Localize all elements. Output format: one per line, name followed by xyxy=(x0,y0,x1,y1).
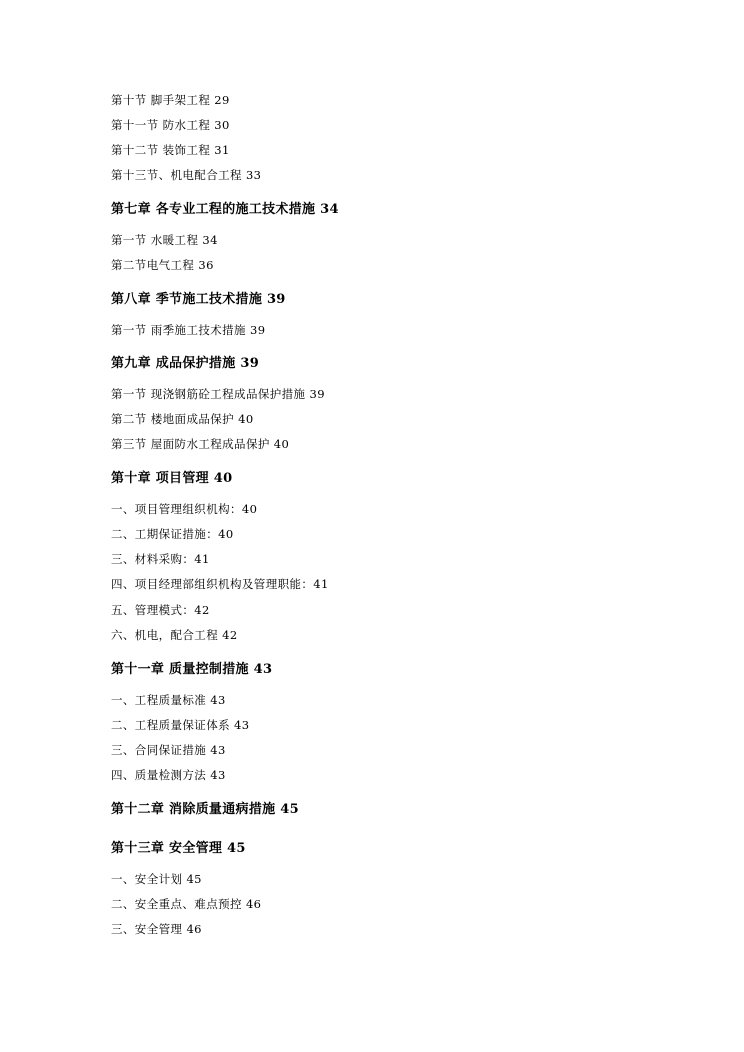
toc-entry-section: 三、安全管理 46 xyxy=(111,922,202,936)
toc-entry-chapter: 第七章 各专业工程的施工技术措施 34 xyxy=(111,202,339,217)
toc-entry-chapter: 第十一章 质量控制措施 43 xyxy=(111,662,273,677)
toc-entry-section: 四、质量检测方法 43 xyxy=(111,768,226,782)
toc-entry-chapter: 第十三章 安全管理 45 xyxy=(111,841,246,856)
toc-entry-section: 第一节 水暖工程 34 xyxy=(111,233,218,247)
toc-entry-section: 二、工程质量保证体系 43 xyxy=(111,718,250,732)
toc-entry-chapter: 第八章 季节施工技术措施 39 xyxy=(111,292,286,307)
toc-entry-section: 三、材料采购：41 xyxy=(111,552,210,566)
toc-entry-section: 第一节 雨季施工技术措施 39 xyxy=(111,323,266,337)
toc-entry-section: 一、安全计划 45 xyxy=(111,872,202,886)
toc-entry-section: 一、工程质量标准 43 xyxy=(111,693,226,707)
toc-entry-section: 第二节电气工程 36 xyxy=(111,258,214,272)
toc-entry-chapter: 第十二章 消除质量通病措施 45 xyxy=(111,802,299,817)
toc-entry-section: 二、安全重点、难点预控 46 xyxy=(111,897,262,911)
toc-entry-section: 第十一节 防水工程 30 xyxy=(111,118,230,132)
toc-entry-section: 第十节 脚手架工程 29 xyxy=(111,93,230,107)
toc-entry-chapter: 第十章 项目管理 40 xyxy=(111,471,233,486)
toc-entry-section: 五、管理模式：42 xyxy=(111,603,210,617)
toc-entry-section: 第三节 屋面防水工程成品保护 40 xyxy=(111,437,290,451)
toc-entry-section: 四、项目经理部组织机构及管理职能：41 xyxy=(111,577,329,591)
toc-entry-section: 第十三节、机电配合工程 33 xyxy=(111,168,262,182)
toc-entry-section: 第一节 现浇钢筋砼工程成品保护措施 39 xyxy=(111,387,325,401)
toc-entry-section: 六、机电，配合工程 42 xyxy=(111,628,238,642)
toc-entry-section: 第二节 楼地面成品保护 40 xyxy=(111,412,254,426)
toc-entry-section: 第十二节 装饰工程 31 xyxy=(111,143,230,157)
toc-entry-chapter: 第九章 成品保护措施 39 xyxy=(111,356,260,371)
toc-entry-section: 二、工期保证措施：40 xyxy=(111,527,234,541)
toc-entry-section: 三、合同保证措施 43 xyxy=(111,743,226,757)
toc-entry-section: 一、项目管理组织机构：40 xyxy=(111,502,258,516)
